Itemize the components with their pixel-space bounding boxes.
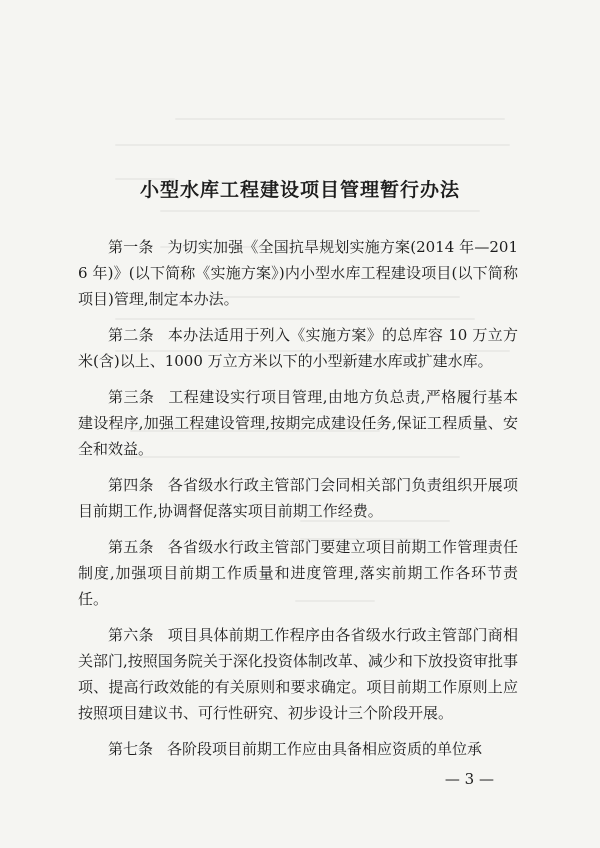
page-number: — 3 — xyxy=(444,770,494,788)
article-label: 第四条 xyxy=(108,476,154,494)
article-2 xyxy=(78,322,518,374)
article-1 xyxy=(78,234,518,312)
article-text: 各省级水行政主管部门要建立项目前期工作管理责任制度,加强项目前期工作质量和进度管理,落实前期工作各环节责任。 xyxy=(78,538,518,608)
article-5 xyxy=(78,534,518,612)
article-text: 工程建设实行项目管理,由地方负总责,严格履行基本建设程序,加强工程建设管理,按期完成建设任务,保证工程质量、安全和效益。 xyxy=(78,388,518,458)
article-label: 第一条 xyxy=(108,238,154,256)
article-3 xyxy=(78,384,518,462)
article-label: 第七条 xyxy=(108,740,154,758)
article-text: 为切实加强《全国抗旱规划实施方案(2014 年—2016 年)》(以下简称《实施方案》)内小型水库工程建设项目(以下简称项目)管理,制定本办法。 xyxy=(78,238,518,308)
article-label: 第六条 xyxy=(108,626,154,644)
article-label: 第五条 xyxy=(108,538,154,556)
article-4 xyxy=(78,472,518,524)
article-label: 第三条 xyxy=(108,388,155,406)
article-text: 各省级水行政主管部门会同相关部门负责组织开展项目前期工作,协调督促落实项目前期工作经费。 xyxy=(78,476,518,520)
article-label: 第二条 xyxy=(108,326,154,344)
article-text: 本办法适用于列入《实施方案》的总库容 10 万立方米(含)以上、1000 万立方米以下的小型新建水库或扩建水库。 xyxy=(78,326,518,370)
article-text: 项目具体前期工作程序由各省级水行政主管部门商相关部门,按照国务院关于深化投资体制改革、减少和下放投资审批事项、提高行政效能的有关原则和要求确定。项目前期工作原则上应按照项目建议书、可行性研究、初步设计三个阶段开展。 xyxy=(78,626,518,722)
article-7 xyxy=(78,736,518,762)
article-6 xyxy=(78,622,518,726)
document-body xyxy=(78,234,518,772)
article-text: 各阶段项目前期工作应由具备相应资质的单位承 xyxy=(167,740,483,758)
document-title: 小型水库工程建设项目管理暂行办法 xyxy=(139,179,460,201)
